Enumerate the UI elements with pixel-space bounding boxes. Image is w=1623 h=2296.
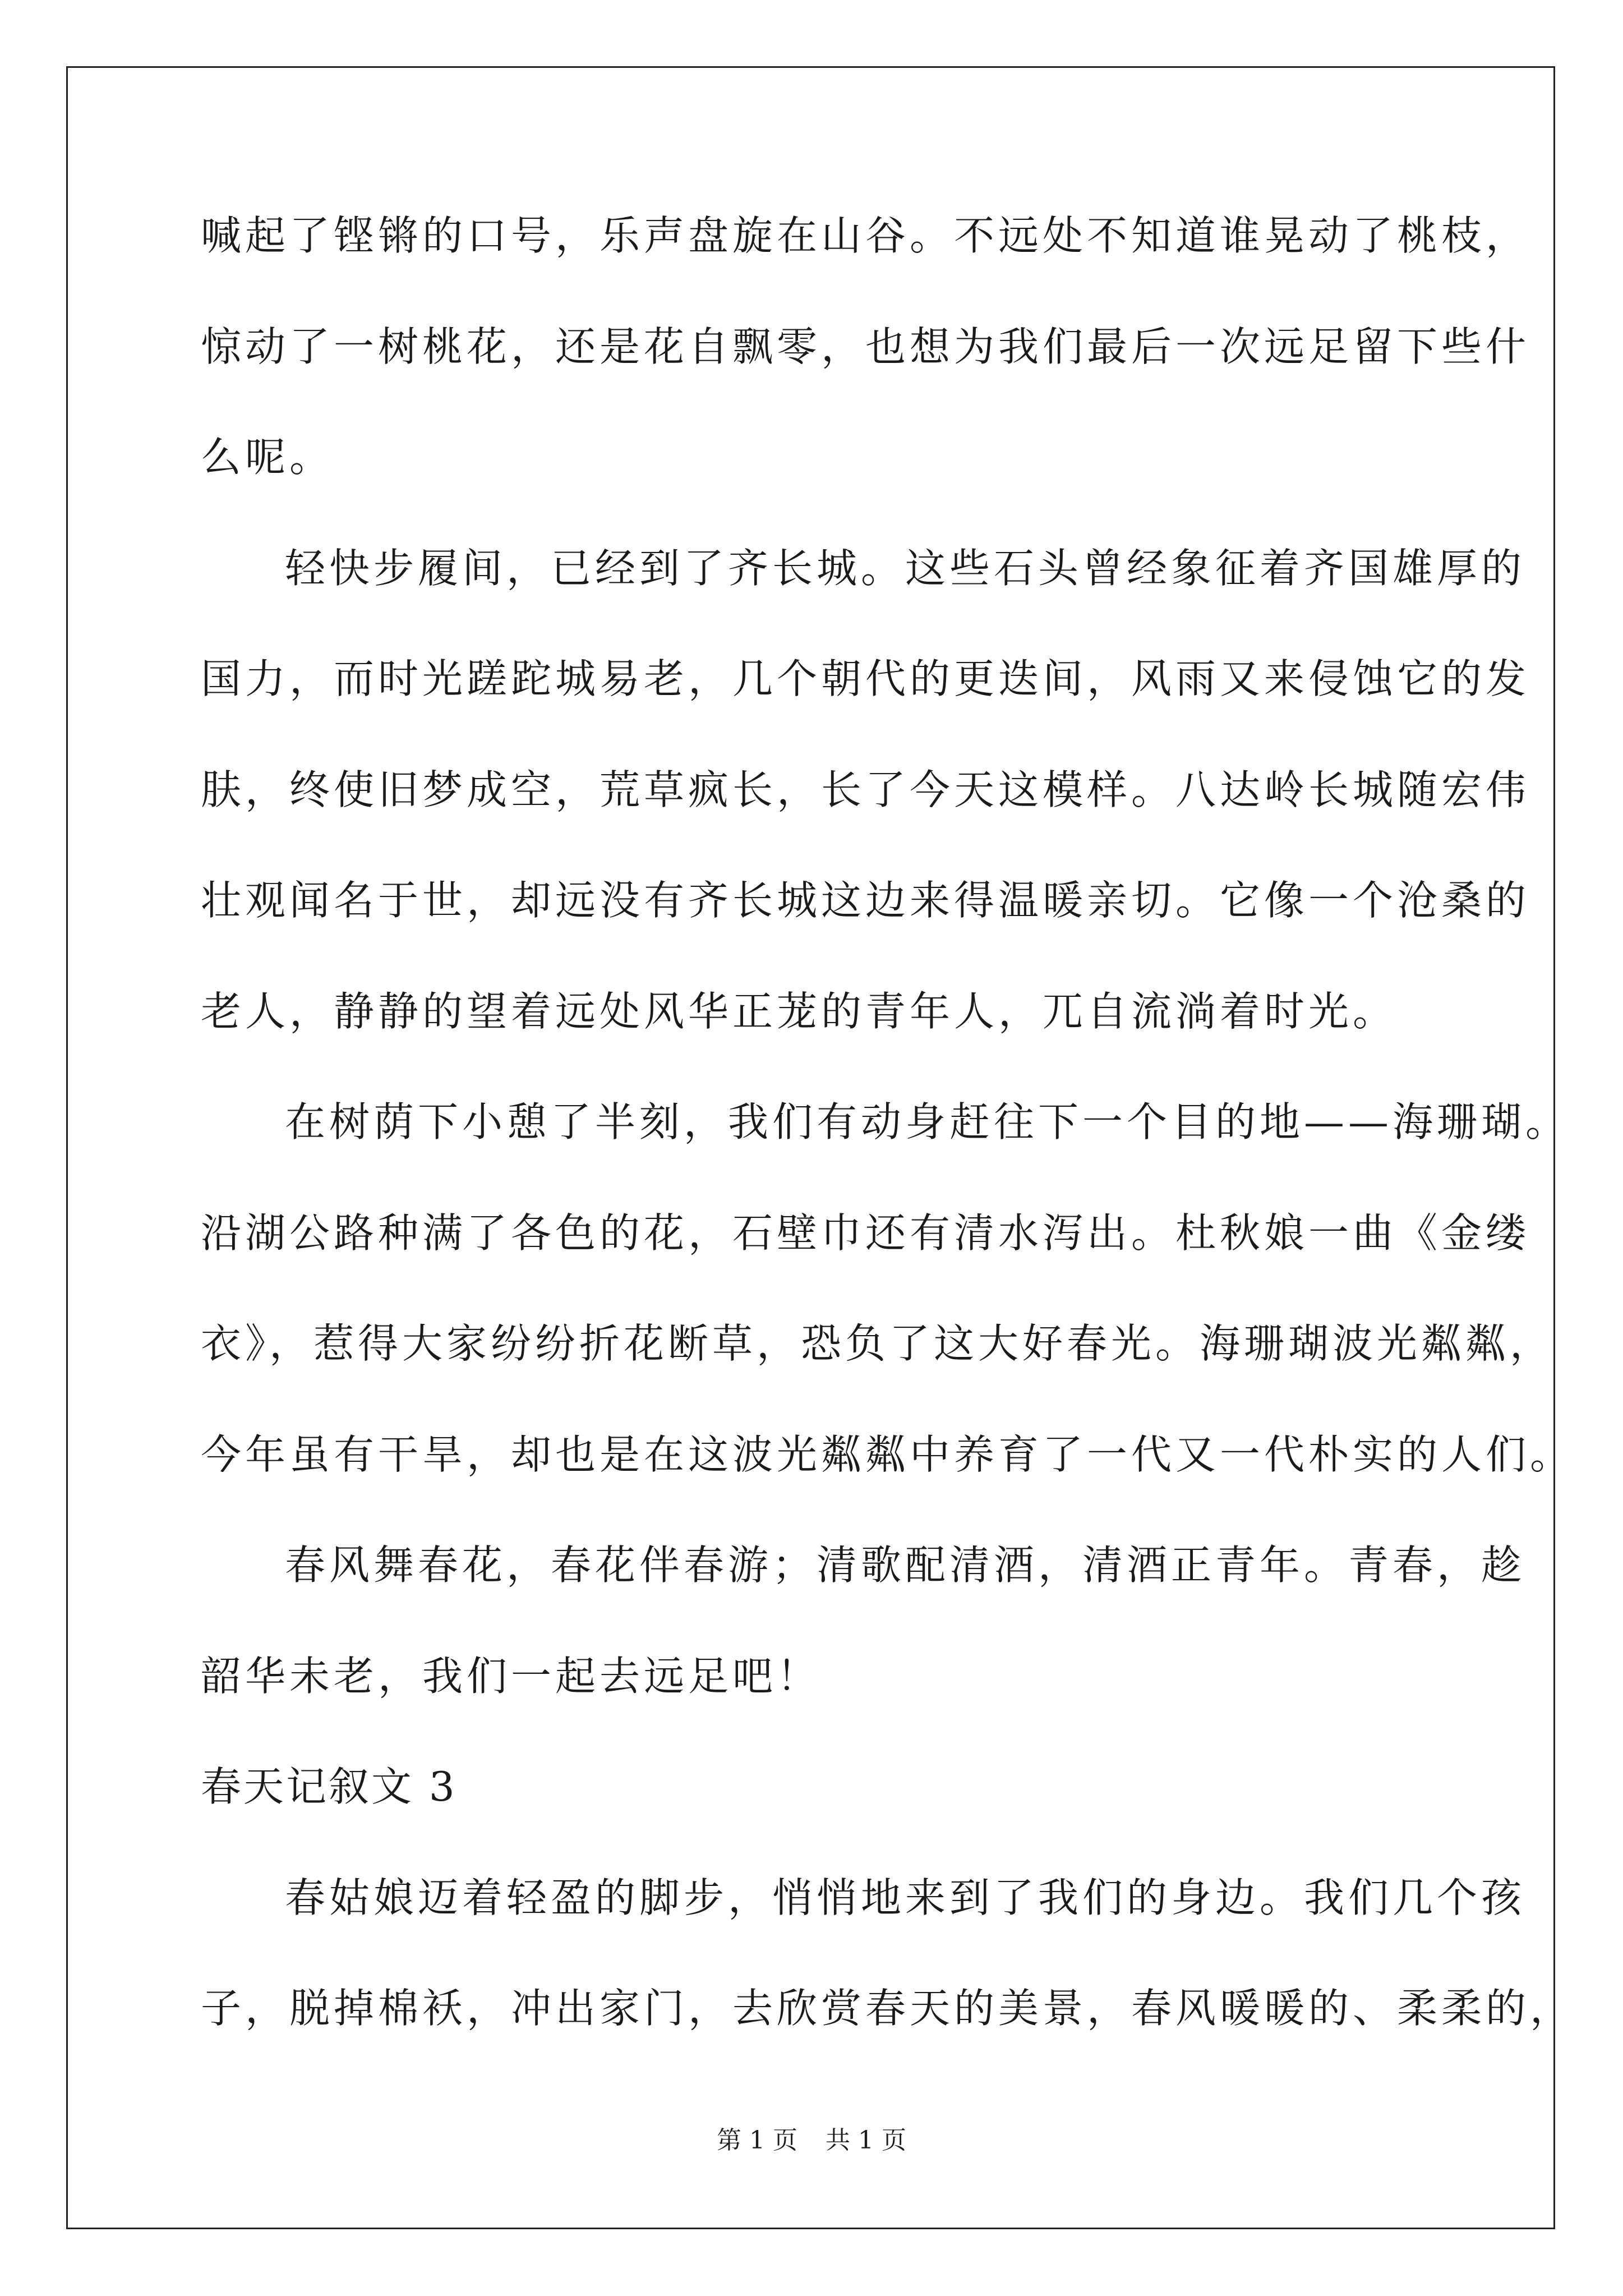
- paragraph-line: 沿湖公路种满了各色的花，石壁巾还有清水泻出。杜秋娘一曲《金缕: [201, 1209, 1530, 1257]
- page-number: 第 1 页: [717, 2126, 797, 2155]
- paragraph-line: 惊动了一树桃花，还是花自飘零，也想为我们最后一次远足留下些什: [201, 323, 1530, 370]
- paragraph-line: 在树荫下小憩了半刻，我们有动身赶往下一个目的地——海珊瑚。: [285, 1098, 1570, 1145]
- paragraph-line: 春姑娘迈着轻盈的脚步，悄悄地来到了我们的身边。我们几个孩: [285, 1874, 1526, 1921]
- section-heading: 春天记叙文 3: [201, 1763, 457, 1810]
- paragraph-line: 衣》，惹得大家纷纷折花断草，恐负了这大好春光。海珊瑚波光粼粼，: [201, 1320, 1555, 1367]
- paragraph-line: 肤，终使旧梦成空，荒草疯长，长了今天这模样。八达岭长城随宏伟: [201, 766, 1530, 813]
- paragraph-line: 子，脱掉棉袄，冲出家门，去欣赏春天的美景，春风暖暖的、柔柔的，: [201, 1985, 1575, 2032]
- paragraph-line: 壮观闻名于世，却远没有齐长城这边来得温暖亲切。它像一个沧桑的: [201, 877, 1530, 924]
- paragraph-line: 春风舞春花，春花伴春游；清歌配清酒，清酒正青年。青春，趁: [285, 1542, 1526, 1589]
- page-total: 共 1 页: [826, 2126, 906, 2155]
- paragraph-line: 老人，静静的望着远处风华正茏的青年人，兀自流淌着时光。: [201, 987, 1398, 1035]
- document-body: [201, 208, 1575, 2091]
- page-footer: [0, 2124, 1623, 2157]
- paragraph-line: 国力，而时光蹉跎城易老，几个朝代的更迭间，风雨又来侵蚀它的发: [201, 655, 1530, 702]
- paragraph-line: 么呢。: [201, 434, 334, 481]
- paragraph-line: 喊起了铿锵的口号，乐声盘旋在山谷。不远处不知道谁晃动了桃枝，: [201, 212, 1530, 259]
- paragraph-line: 轻快步履间，已经到了齐长城。这些石头曾经象征着齐国雄厚的: [285, 544, 1526, 592]
- paragraph-line: 今年虽有干旱，却也是在这波光粼粼中养育了一代又一代朴实的人们。: [201, 1430, 1575, 1478]
- paragraph-line: 韶华未老，我们一起去远足吧！: [201, 1652, 822, 1700]
